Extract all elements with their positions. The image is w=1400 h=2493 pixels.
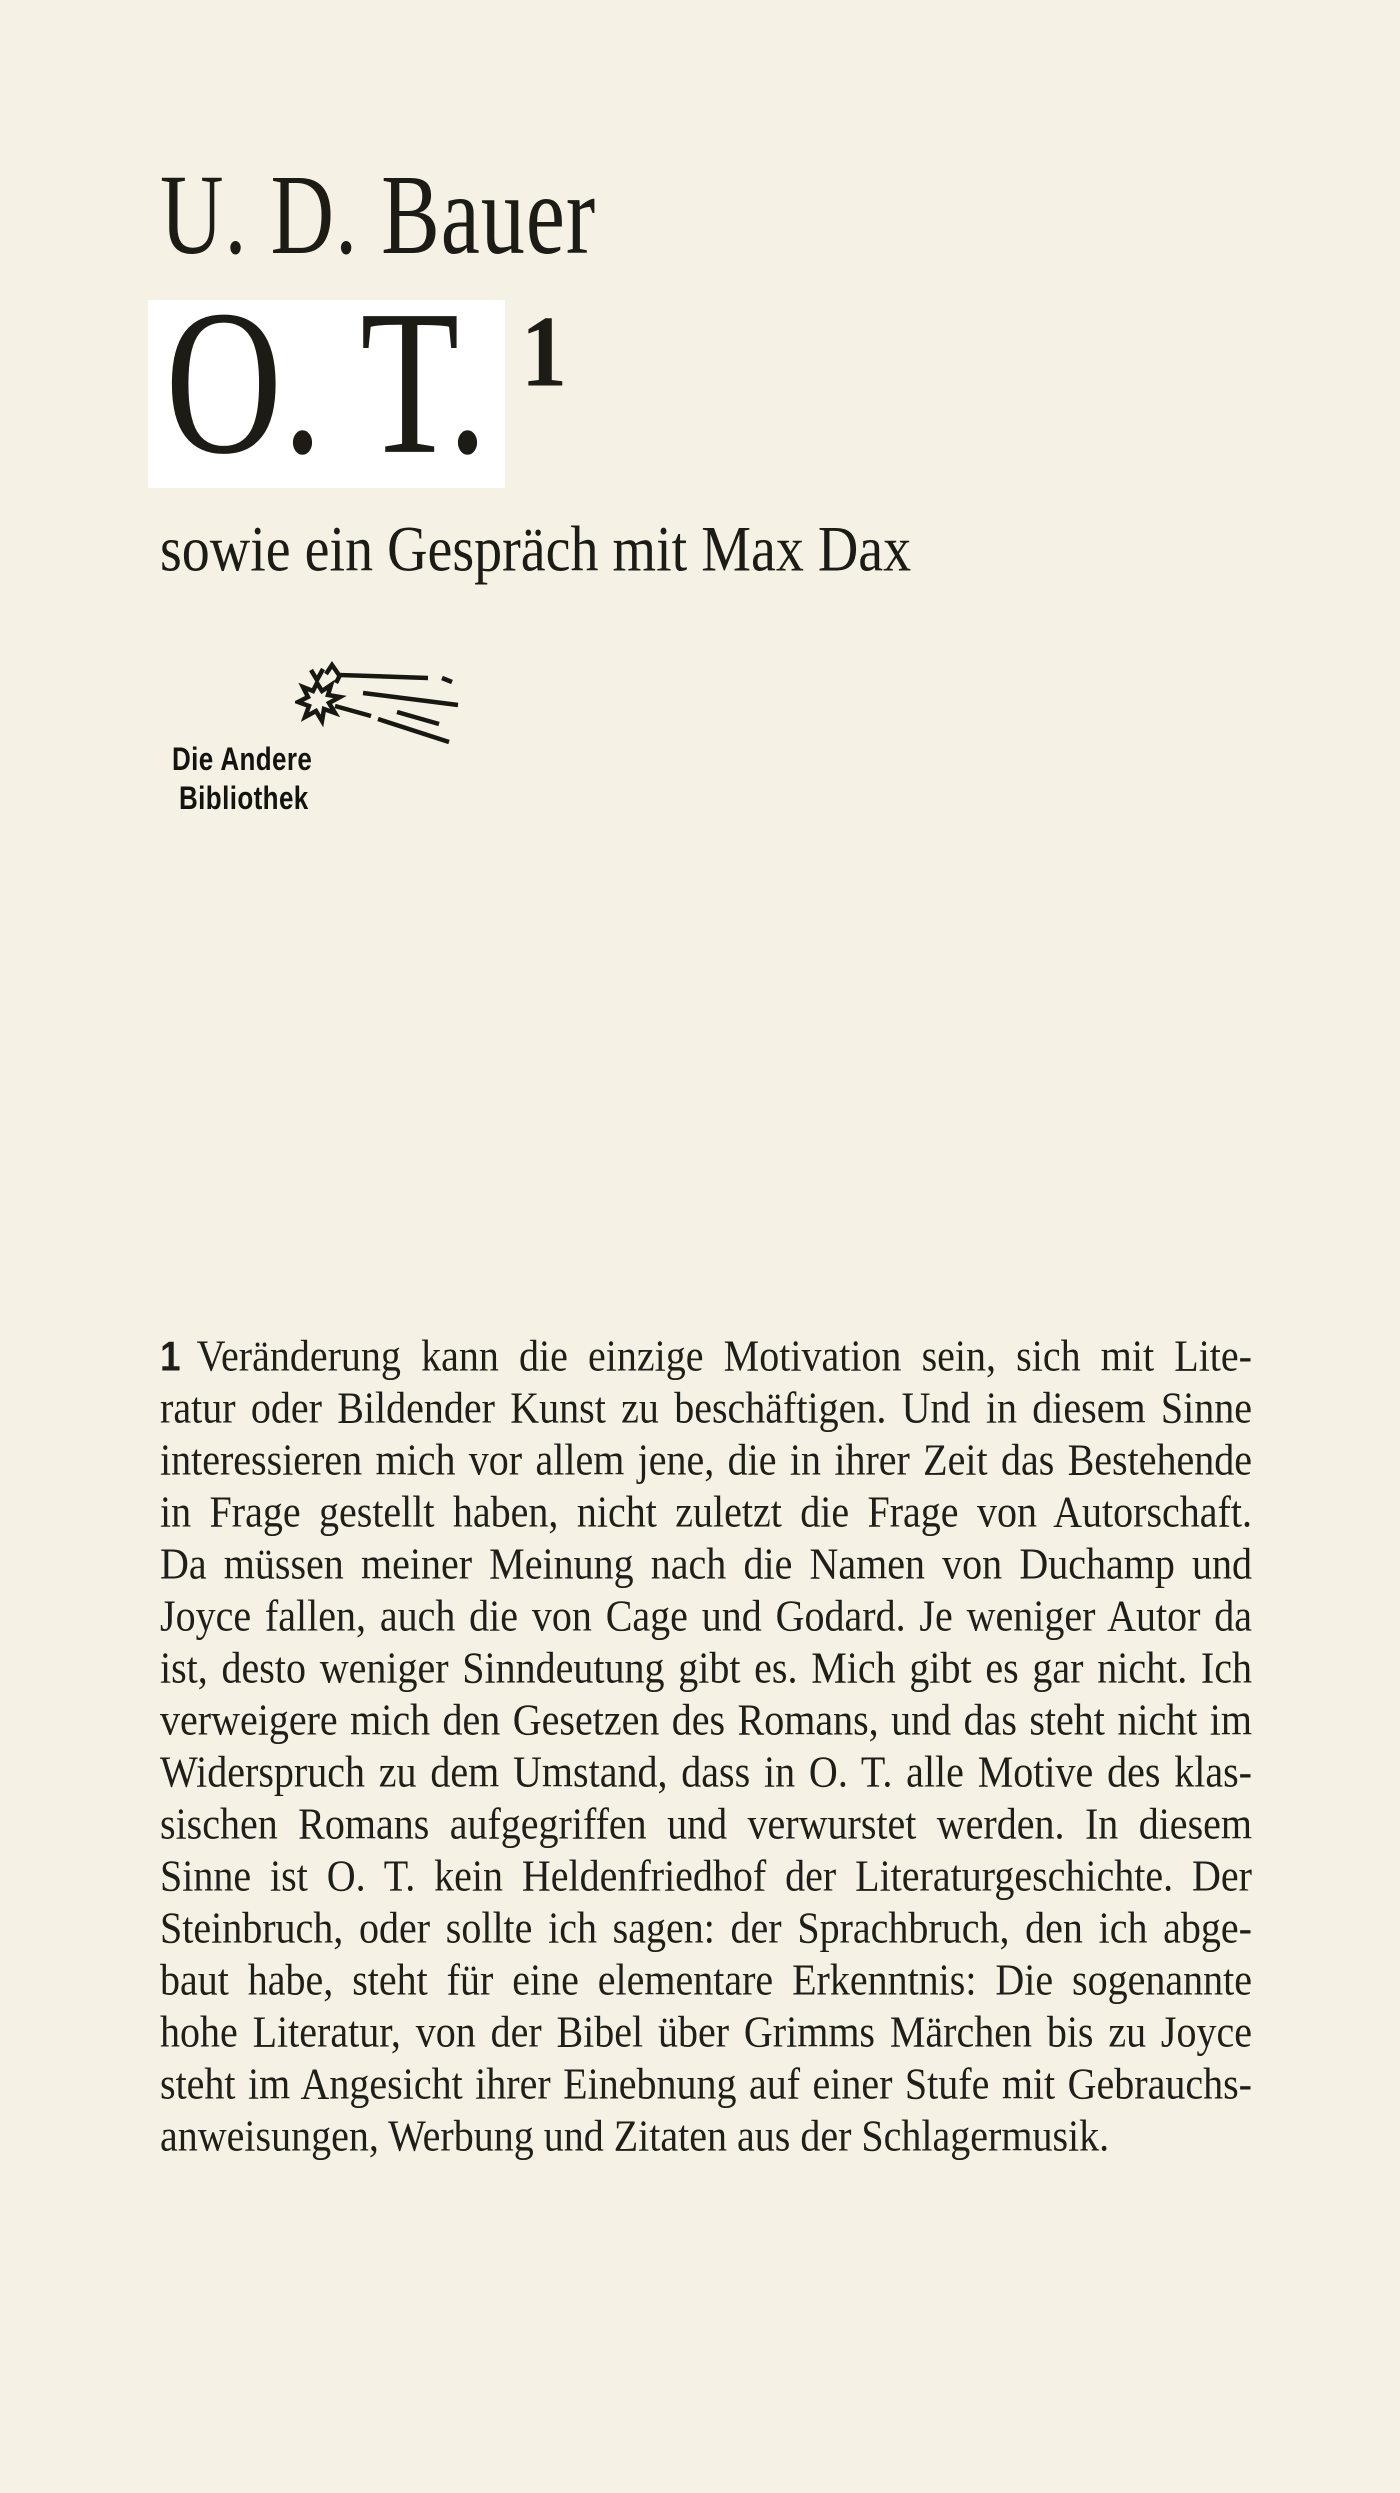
footnote-line: Widerspruch zu dem Umstand, dass in O. T. alle Motive des klas- bbox=[160, 1746, 1252, 1797]
footnote-line: Sinne ist O. T. kein Heldenfriedhof der Literaturgeschichte. Der bbox=[160, 1850, 1252, 1901]
shooting-star-icon bbox=[295, 653, 475, 753]
footnote-line bbox=[160, 1327, 1252, 1385]
footnote-line: Da müssen meiner Meinung nach die Namen von Duchamp und bbox=[160, 1538, 1252, 1589]
footnote-line-text: Veränderung kann die einzige Motivation sein, sich mit Lite- bbox=[196, 1330, 1252, 1381]
footnote-marker: 1 bbox=[160, 1333, 181, 1380]
footnote-block bbox=[160, 1332, 1252, 2164]
footnote-line: verweigere mich den Gesetzen des Romans, und das steht nicht im bbox=[160, 1694, 1252, 1745]
footnote-line: baut habe, steht für eine elementare Erkenntnis: Die sogenannte bbox=[160, 1954, 1252, 2005]
footnote-line: interessieren mich vor allem jene, die in ihrer Zeit das Bestehende bbox=[160, 1434, 1252, 1485]
title-highlight bbox=[148, 268, 505, 498]
footnote-line: anweisungen, Werbung und Zitaten aus der Schlagermusik. bbox=[160, 2110, 1110, 2161]
subtitle: sowie ein Gespräch mit Max Dax bbox=[160, 513, 912, 586]
footnote-line: steht im Angesicht ihrer Einebnung auf einer Stufe mit Gebrauchs- bbox=[160, 2058, 1252, 2109]
footnote-line: in Frage gestellt haben, nicht zuletzt die Frage von Autorschaft. bbox=[160, 1486, 1252, 1537]
book-title: O. T. bbox=[165, 268, 488, 498]
footnote-line: Steinbruch, oder sollte ich sagen: der Sprachbruch, den ich abge- bbox=[160, 1902, 1252, 1953]
author-name: U. D. Bauer bbox=[160, 152, 597, 280]
title-footnote-ref: 1 bbox=[521, 295, 567, 408]
footnote-line: sischen Romans aufgegriffen und verwurstet werden. In diesem bbox=[160, 1798, 1252, 1849]
footnote-line: ratur oder Bildender Kunst zu beschäftigen. Und in diesem Sinne bbox=[160, 1382, 1252, 1433]
publisher-name-line2: Bibliothek bbox=[179, 778, 309, 817]
footnote-line: hohe Literatur, von der Bibel über Grimms Märchen bis zu Joyce bbox=[160, 2006, 1252, 2057]
publisher-name-line1: Die Andere bbox=[172, 740, 313, 778]
footnote-line: Joyce fallen, auch die von Cage und Godard. Je weniger Autor da bbox=[160, 1590, 1252, 1641]
publisher-name bbox=[172, 740, 312, 818]
footnote-line: ist, desto weniger Sinndeutung gibt es. Mich gibt es gar nicht. Ich bbox=[160, 1642, 1252, 1693]
